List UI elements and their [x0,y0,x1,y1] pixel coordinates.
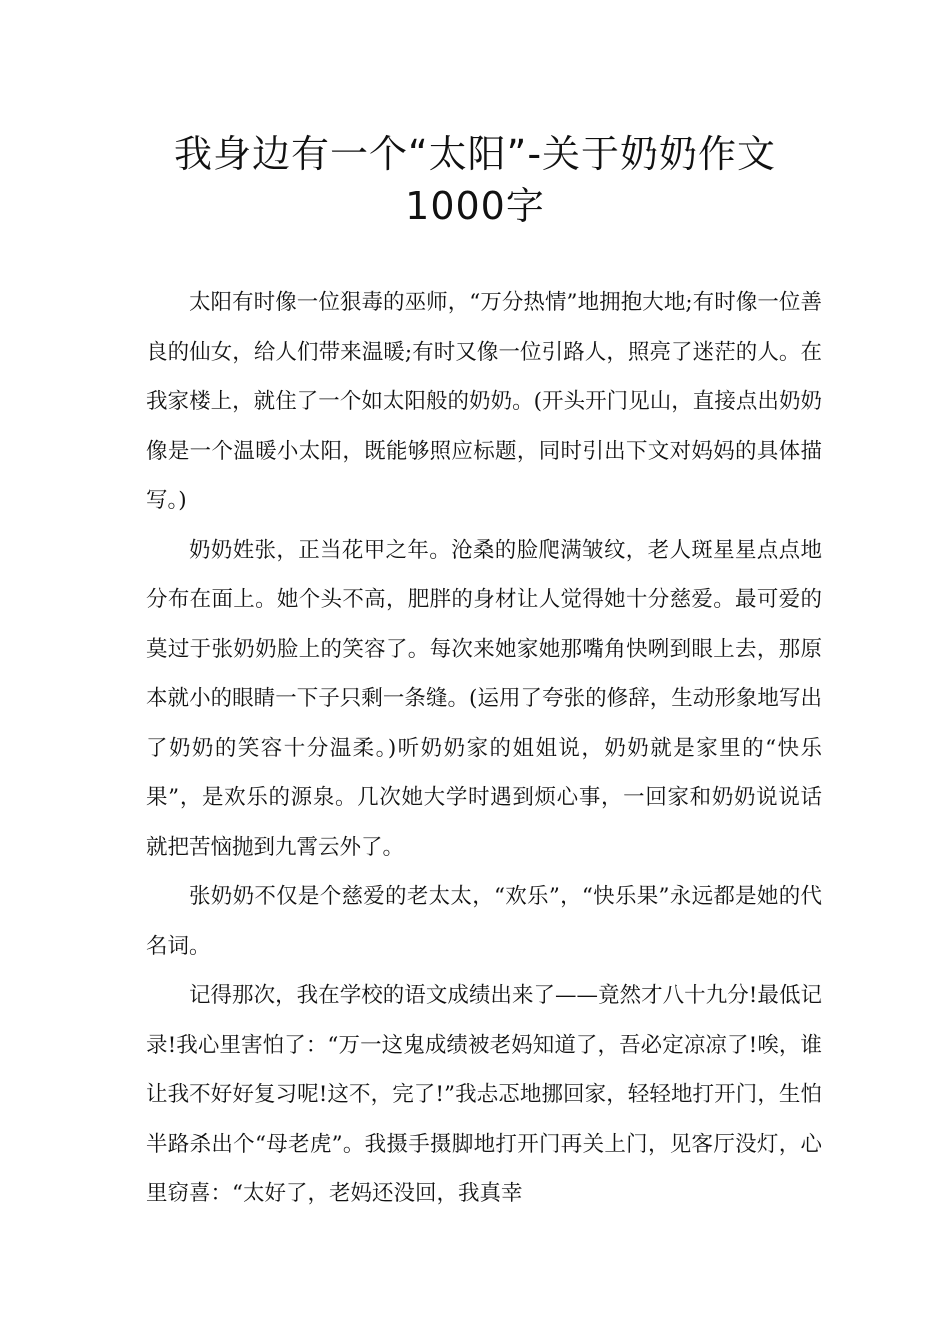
document-body [146,278,822,1219]
document-title [120,128,830,232]
paragraph-2: 奶奶姓张，正当花甲之年。沧桑的脸爬满皱纹，老人斑星星点点地分布在面上。她个头不高，肥胖的身材让人觉得她十分慈爱。最可爱的莫过于张奶奶脸上的笑容了。每次来她家她那嘴角快咧到眼上去，那原本就小的眼睛一下子只剩一条缝。(运用了夸张的修辞，生动形象地写出了奶奶的笑容十分温柔。)听奶奶家的姐姐说，奶奶就是家里的“快乐果”，是欢乐的源泉。几次她大学时遇到烦心事，一回家和奶奶说说话就把苦恼抛到九霄云外了。 [146,537,822,860]
title-line-2: 1000字 [405,184,545,228]
paragraph-1: 太阳有时像一位狠毒的巫师，“万分热情”地拥抱大地;有时像一位善良的仙女，给人们带来温暖;有时又像一位引路人，照亮了迷茫的人。在我家楼上，就住了一个如太阳般的奶奶。(开头开门见山，直接点出奶奶像是一个温暖小太阳，既能够照应标题，同时引出下文对妈妈的具体描写。) [146,290,822,513]
paragraph-4: 记得那次，我在学校的语文成绩出来了——竟然才八十九分!最低记录!我心里害怕了：“万一这鬼成绩被老妈知道了，吾必定凉凉了!唉，谁让我不好好复习呢!这不，完了!”我忐忑地挪回家，轻轻地打开门，生怕半路杀出个“母老虎”。我摄手摄脚地打开门再关上门，见客厅没灯，心里窃喜：“太好了，老妈还没回，我真幸 [146,983,822,1206]
title-line-1: 我身边有一个“太阳”-关于奶奶作文 [173,132,777,176]
paragraph-3: 张奶奶不仅是个慈爱的老太太，“欢乐”，“快乐果”永远都是她的代名词。 [146,884,822,959]
